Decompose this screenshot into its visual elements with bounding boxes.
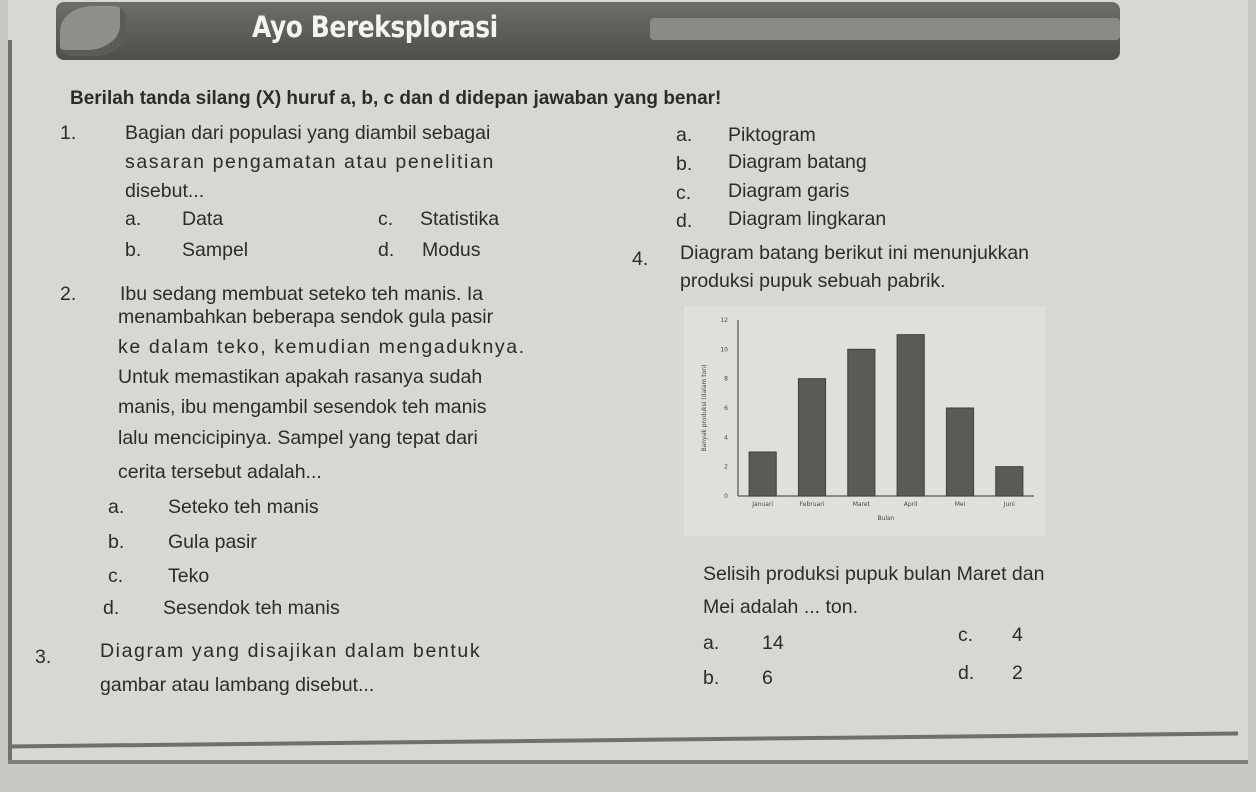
q3-line-2: gambar atau lambang disebut... — [100, 674, 375, 696]
q1-option-b-letter: b. — [125, 239, 142, 261]
q4-option-c-letter: c. — [958, 624, 974, 646]
q4-option-d-letter: d. — [958, 662, 975, 684]
q4-option-b-text: 6 — [762, 667, 773, 689]
q4-option-d-text: 2 — [1012, 662, 1023, 684]
q2-option-d-text: Sesendok teh manis — [163, 597, 340, 619]
q3-option-c-letter: c. — [676, 182, 692, 204]
y-tick-label: 6 — [724, 405, 728, 412]
y-tick-label: 2 — [724, 463, 728, 471]
q3-option-a-letter: a. — [676, 124, 693, 146]
q1-option-c-text: Statistika — [420, 208, 500, 230]
bar-juni — [996, 467, 1023, 496]
bar-mei — [946, 408, 973, 496]
explore-icon — [60, 6, 126, 56]
q3-option-b-text: Diagram batang — [728, 151, 867, 173]
q2-option-c-text: Teko — [168, 565, 210, 587]
q2-option-d-letter: d. — [103, 597, 120, 619]
q4-question-line-2: Mei adalah ... ton. — [703, 596, 859, 618]
instruction-text: Berilah tanda silang (X) huruf a, b, c dan d didepan jawaban yang benar! — [70, 88, 722, 109]
q4-line-2: produksi pupuk sebuah pabrik. — [680, 270, 946, 292]
q2-line-6: lalu mencicipinya. Sampel yang tepat dari — [118, 427, 478, 449]
q2-line-7: cerita tersebut adalah... — [118, 461, 322, 483]
y-axis-label: Banyak produksi (dalam ton) — [701, 364, 708, 452]
q3-option-a-text: Piktogram — [728, 124, 816, 146]
bar-februari — [798, 379, 825, 496]
q3-option-d-text: Diagram lingkaran — [728, 208, 887, 230]
header-decoration-bar — [650, 18, 1120, 40]
q1-option-a-text: Data — [182, 208, 224, 230]
chart-svg — [684, 306, 1046, 536]
q1-option-d-letter: d. — [378, 239, 395, 261]
y-tick-label: 0 — [724, 493, 728, 500]
q1-option-d-text: Modus — [422, 239, 481, 261]
q2-line-4: Untuk memastikan apakah rasanya sudah — [118, 366, 483, 388]
page-border-left — [8, 40, 12, 760]
q2-option-b-letter: b. — [108, 531, 125, 553]
header-title: Ayo Bereksplorasi — [252, 10, 498, 44]
q2-line-3: ke dalam teko, kemudian mengaduknya. — [118, 336, 526, 358]
q3-number: 3. — [35, 646, 52, 668]
q2-line-1: Ibu sedang membuat seteko teh manis. Ia — [120, 283, 484, 305]
x-tick-label: Maret — [852, 501, 870, 508]
bar-maret — [848, 349, 875, 496]
q2-option-a-text: Seteko teh manis — [168, 496, 319, 518]
q1-option-c-letter: c. — [378, 208, 394, 230]
x-tick-label: Februari — [799, 501, 825, 508]
q1-line-2: sasaran pengamatan atau penelitian — [125, 151, 495, 173]
q1-line-3: disebut... — [125, 180, 205, 202]
x-axis-label: Bulan — [877, 515, 895, 522]
q2-line-2: menambahkan beberapa sendok gula pasir — [118, 306, 494, 328]
q2-option-c-letter: c. — [108, 565, 124, 587]
production-bar-chart — [684, 306, 1046, 536]
q1-line-1: Bagian dari populasi yang diambil sebagai — [125, 122, 491, 144]
q3-line-1: Diagram yang disajikan dalam bentuk — [100, 640, 482, 662]
q4-option-c-text: 4 — [1012, 624, 1023, 646]
q1-option-b-text: Sampel — [182, 239, 249, 261]
q2-option-b-text: Gula pasir — [168, 531, 257, 553]
x-tick-label: Juni — [1003, 501, 1015, 508]
q1-option-a-letter: a. — [125, 208, 142, 230]
bar-april — [897, 335, 924, 496]
y-tick-label: 10 — [720, 346, 728, 354]
q1-number: 1. — [60, 122, 77, 144]
x-tick-label: Mei — [954, 501, 966, 508]
q4-line-1: Diagram batang berikut ini menunjukkan — [680, 242, 1030, 264]
q3-option-d-letter: d. — [676, 210, 693, 232]
q4-number: 4. — [632, 248, 649, 270]
q3-option-b-letter: b. — [676, 153, 693, 175]
q2-line-5: manis, ibu mengambil sesendok teh manis — [118, 396, 487, 418]
q4-option-b-letter: b. — [703, 667, 720, 689]
q2-number: 2. — [60, 283, 77, 305]
bar-januari — [749, 452, 776, 496]
x-tick-label: Januari — [752, 501, 774, 508]
q2-option-a-letter: a. — [108, 496, 125, 518]
y-tick-label: 4 — [724, 434, 728, 442]
q4-option-a-letter: a. — [703, 632, 720, 654]
y-tick-label: 8 — [724, 375, 728, 383]
q3-option-c-text: Diagram garis — [728, 180, 850, 202]
q4-question-line-1: Selisih produksi pupuk bulan Maret dan — [703, 563, 1045, 585]
x-tick-label: April — [903, 501, 918, 508]
y-tick-label: 12 — [720, 317, 728, 324]
q4-option-a-text: 14 — [762, 632, 784, 654]
